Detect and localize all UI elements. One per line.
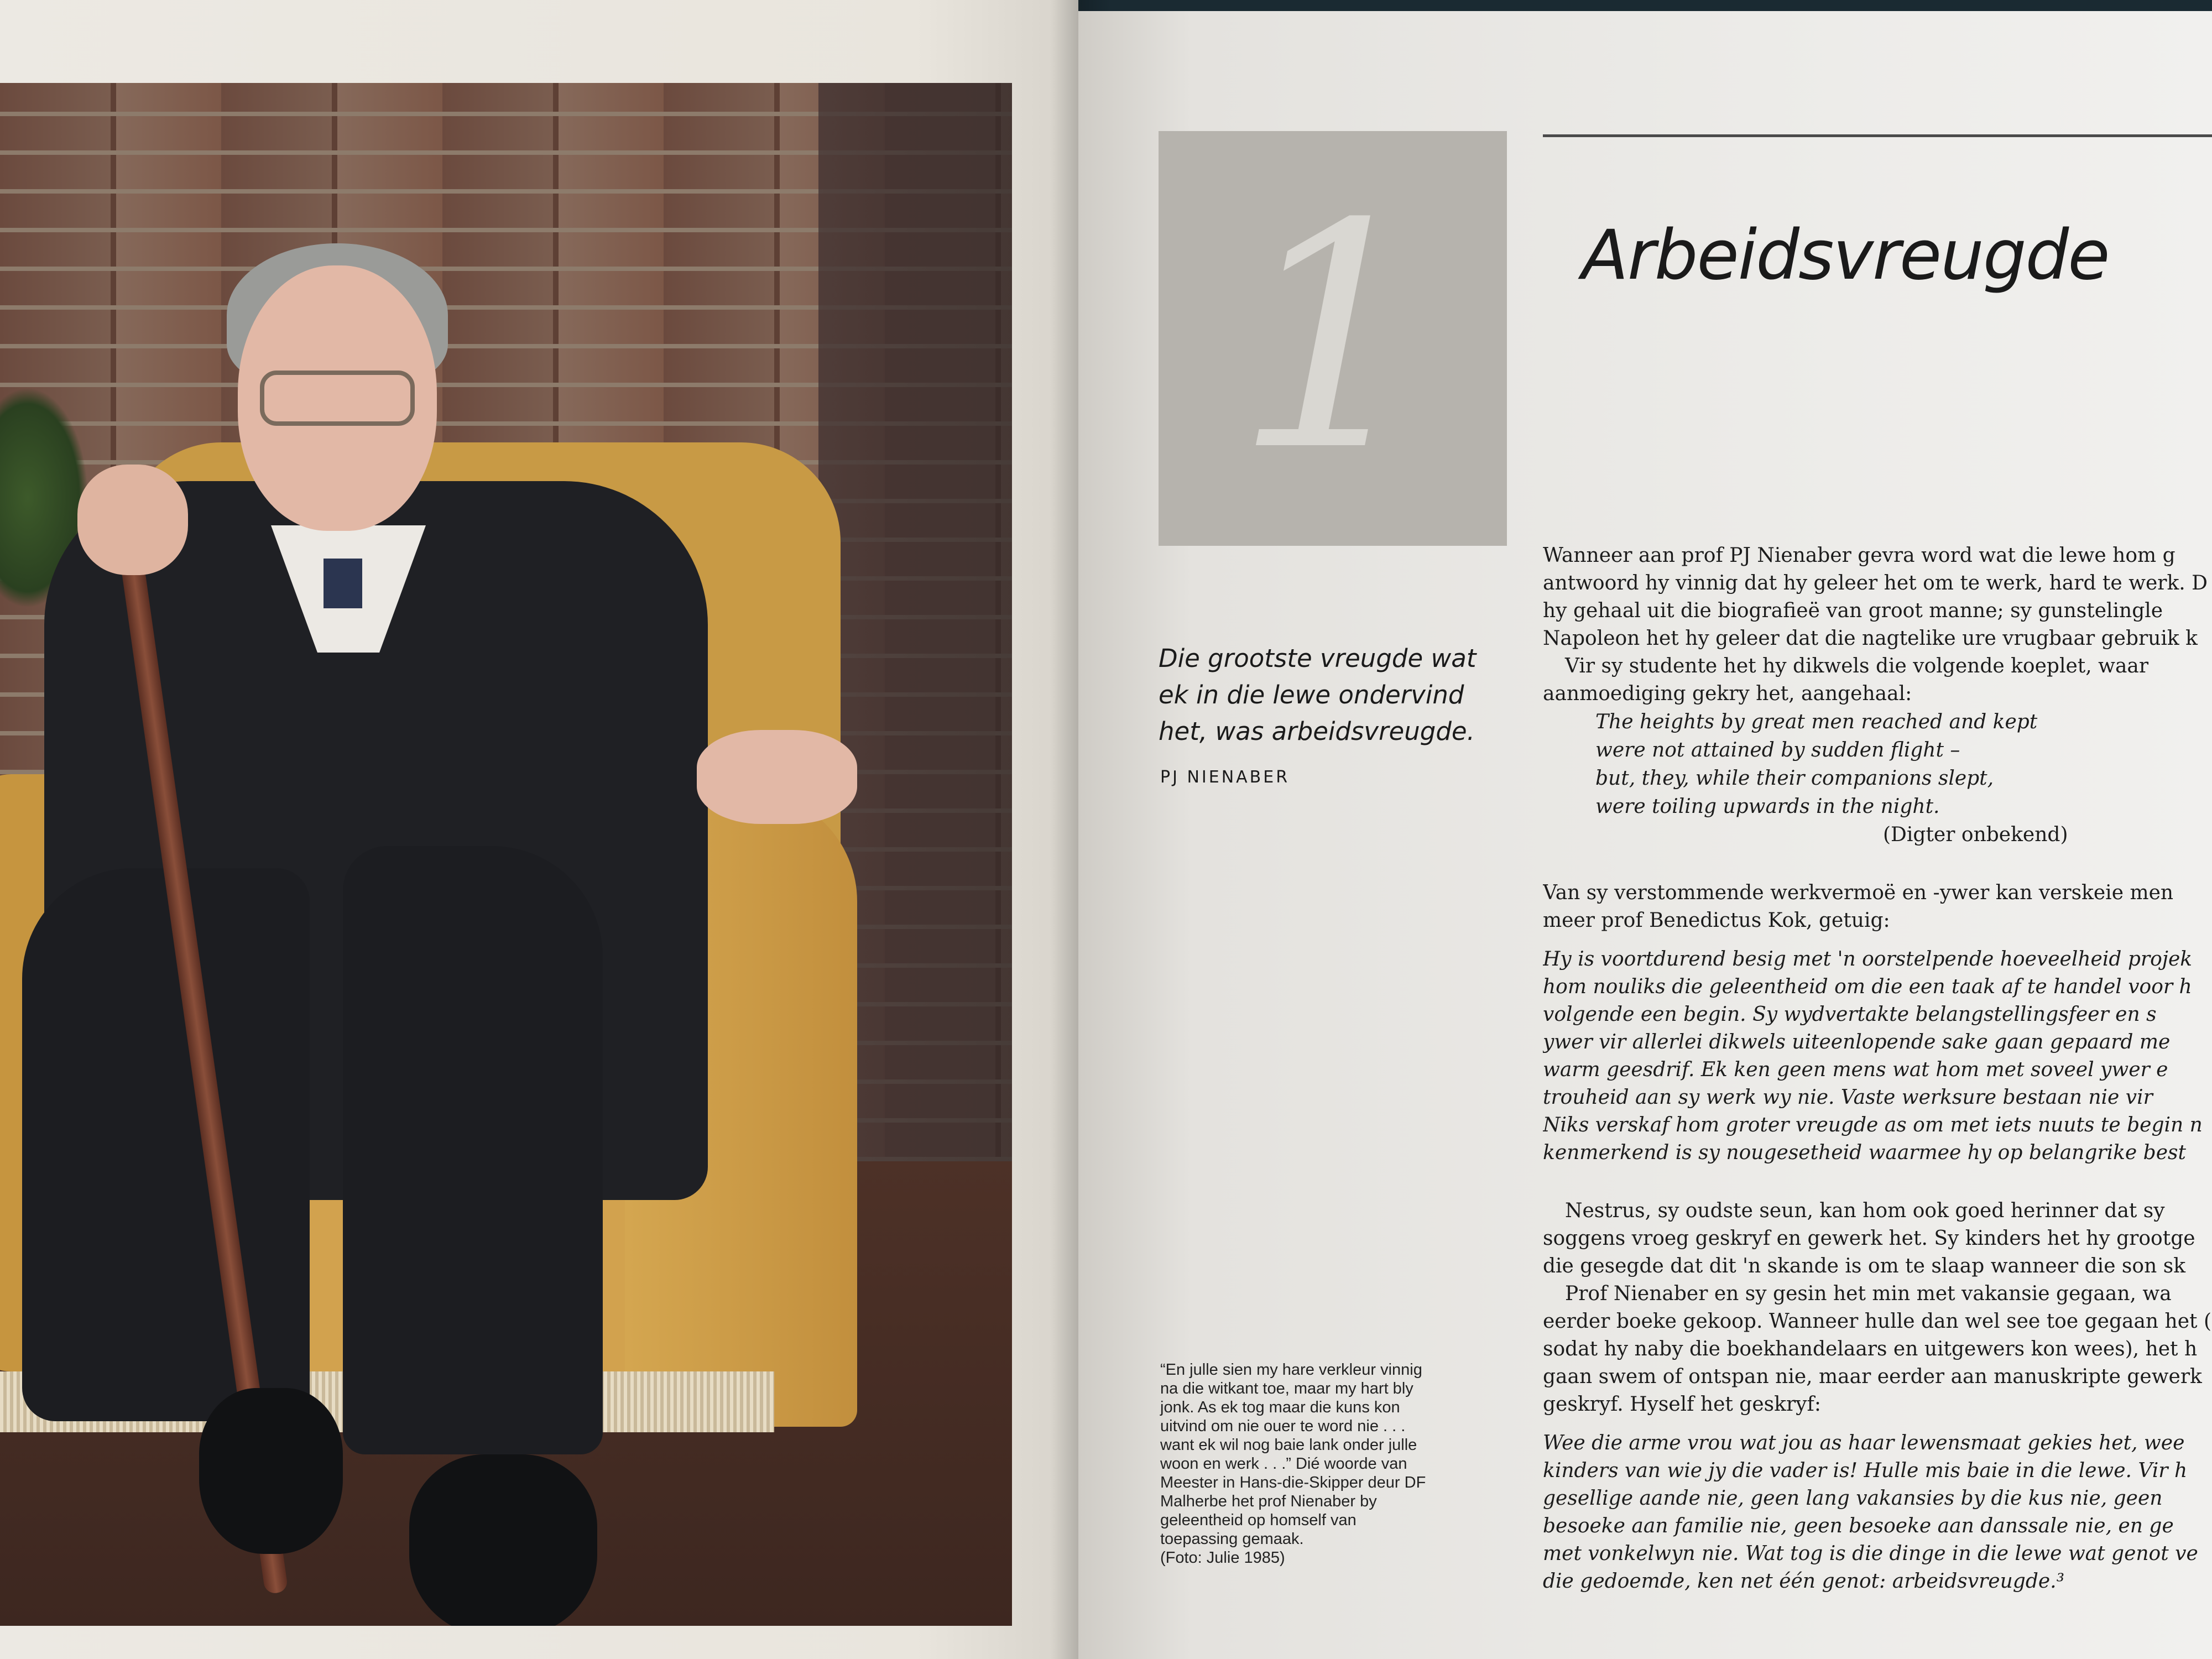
- poem-line: but, they, while their companions slept,: [1595, 767, 1994, 790]
- paragraph: [1543, 1280, 2212, 1418]
- poem-quote: [1543, 708, 2212, 849]
- text-line: Prof Nienaber en sy gesin het min met vakansie gegaan, wa: [1565, 1282, 2172, 1305]
- poem-line: were not attained by sudden flight –: [1595, 739, 1960, 761]
- epigraph-line: Die grootste vreugde wat: [1159, 644, 1477, 673]
- caption-line: na die witkant toe, maar my hart bly: [1160, 1380, 1413, 1397]
- chapter-number: 1: [1234, 158, 1432, 519]
- quote-line: Niks verskaf hom groter vreugde as om met iets nuuts te begin n: [1543, 1114, 2203, 1136]
- text-line: aanmoediging gekry het, aangehaal:: [1543, 682, 1912, 705]
- man-hand-on-armrest: [697, 730, 857, 824]
- text-line: gaan swem of ontspan nie, maar eerder aan manuskripte gewerk: [1543, 1365, 2202, 1388]
- caption-line: uitvind om nie ouer te word nie . . .: [1160, 1417, 1406, 1435]
- caption-line: (Foto: Julie 1985): [1160, 1549, 1285, 1567]
- paragraph: [1543, 653, 2212, 708]
- text-line: meer prof Benedictus Kok, getuig:: [1543, 909, 1890, 932]
- paragraph: [1543, 1197, 2212, 1280]
- man-hand-on-cane: [77, 465, 188, 575]
- chapter-title: Arbeidsvreugde: [1582, 216, 2109, 295]
- epigraph-quote: [1159, 640, 1524, 750]
- caption-line: geleentheid op homself van: [1160, 1511, 1357, 1529]
- paragraph: [1543, 879, 2212, 935]
- epigraph-line: ek in die lewe ondervind: [1159, 680, 1464, 709]
- poem-line: The heights by great men reached and kept: [1595, 711, 2038, 733]
- caption-line: “En julle sien my hare verkleur vinnig: [1160, 1361, 1422, 1379]
- quote-line: ywer vir allerlei dikwels uiteenlopende sake gaan gepaard me: [1543, 1031, 2171, 1053]
- quote-line: Wee die arme vrou wat jou as haar lewensmaat gekies het, wee: [1543, 1432, 2185, 1454]
- quote-line: Hy is voortdurend besig met 'n oorstelpende hoeveelheid projek: [1543, 948, 2193, 971]
- poem-attribution: (Digter onbekend): [1883, 823, 2068, 846]
- man-glasses: [260, 371, 415, 426]
- poem-line: were toiling upwards in the night.: [1595, 795, 1940, 818]
- caption-line: jonk. As ek tog maar die kuns kon: [1160, 1399, 1400, 1416]
- man-right-leg: [343, 846, 603, 1454]
- text-line: eerder boeke gekoop. Wanneer hulle dan wel see toe gegaan het (: [1543, 1310, 2211, 1333]
- text-line: Napoleon het hy geleer dat die nagtelike ure vrugbaar gebruik k: [1543, 627, 2198, 650]
- epigraph-author: PJ NIENABER: [1160, 768, 1290, 787]
- caption-line: toepassing gemaak.: [1160, 1530, 1304, 1548]
- caption-line: Meester in Hans-die-Skipper deur DF: [1160, 1474, 1426, 1491]
- epigraph-line: het, was arbeidsvreugde.: [1159, 717, 1475, 746]
- photo-caption: [1160, 1360, 1514, 1567]
- man-right-shoe: [409, 1454, 597, 1626]
- text-line: antwoord hy vinnig dat hy geleer het om te werk, hard te werk. D: [1543, 572, 2208, 594]
- text-line: Van sy verstommende werkvermoë en -ywer kan verskeie men: [1543, 881, 2174, 904]
- caption-line: woon en werk . . .” Dié woorde van: [1160, 1455, 1407, 1473]
- quote-line: trouheid aan sy werk wy nie. Vaste werksure bestaan nie vir: [1543, 1086, 2153, 1109]
- chapter-number-box: [1159, 131, 1507, 546]
- text-line: geskryf. Hyself het geskryf:: [1543, 1393, 1821, 1416]
- header-rule: [1543, 134, 2212, 137]
- quote-line: die gedoemde, ken net één genot: arbeidsvreugde.³: [1543, 1570, 2065, 1593]
- quote-line: gesellige aande nie, geen lang vakansies by die kus nie, geen: [1543, 1487, 2163, 1510]
- text-line: soggens vroeg geskryf en gewerk het. Sy kinders het hy grootge: [1543, 1227, 2195, 1250]
- quote-line: hom nouliks die geleentheid om die een taak af te handel voor h: [1543, 975, 2192, 998]
- text-line: sodat hy naby die boekhandelaars en uitgewers kon wees), het h: [1543, 1338, 2198, 1360]
- text-line: Vir sy studente het hy dikwels die volgende koeplet, waar: [1565, 655, 2149, 677]
- quote-line: kinders van wie jy die vader is! Hulle mis baie in die lewe. Vir h: [1543, 1459, 2188, 1482]
- quote-line: warm geesdrif. Ek ken geen mens wat hom met soveel ywer e: [1543, 1058, 2168, 1081]
- block-quote: [1543, 946, 2212, 1167]
- body-text-column: [1543, 542, 2212, 1648]
- left-page: [0, 0, 1078, 1659]
- man-left-leg: [22, 868, 310, 1421]
- text-line: die gesegde dat dit 'n skande is om te slaap wanneer die son sk: [1543, 1255, 2186, 1277]
- text-line: hy gehaal uit die biografieë van groot manne; sy gunstelingle: [1543, 599, 2163, 622]
- quote-line: besoeke aan familie nie, geen besoeke aan danssale nie, en ge: [1543, 1515, 2174, 1537]
- paragraph: [1543, 542, 2212, 653]
- caption-line: want ek wil nog baie lank onder julle: [1160, 1436, 1417, 1454]
- man-tie: [324, 559, 362, 608]
- text-line: Wanneer aan prof PJ Nienaber gevra word wat die lewe hom g: [1543, 544, 2176, 567]
- man-left-shoe: [199, 1388, 343, 1554]
- portrait-photo: [0, 83, 1012, 1626]
- quote-line: volgende een begin. Sy wydvertakte belangstellingsfeer en s: [1543, 1003, 2157, 1026]
- block-quote: [1543, 1430, 2212, 1595]
- text-line: Nestrus, sy oudste seun, kan hom ook goed herinner dat sy: [1565, 1199, 2165, 1222]
- quote-line: kenmerkend is sy nougesetheid waarmee hy op belangrike best: [1543, 1141, 2186, 1164]
- caption-line: Malherbe het prof Nienaber by: [1160, 1493, 1377, 1510]
- quote-line: met vonkelwyn nie. Wat tog is die dinge in die lewe wat genot ve: [1543, 1542, 2198, 1565]
